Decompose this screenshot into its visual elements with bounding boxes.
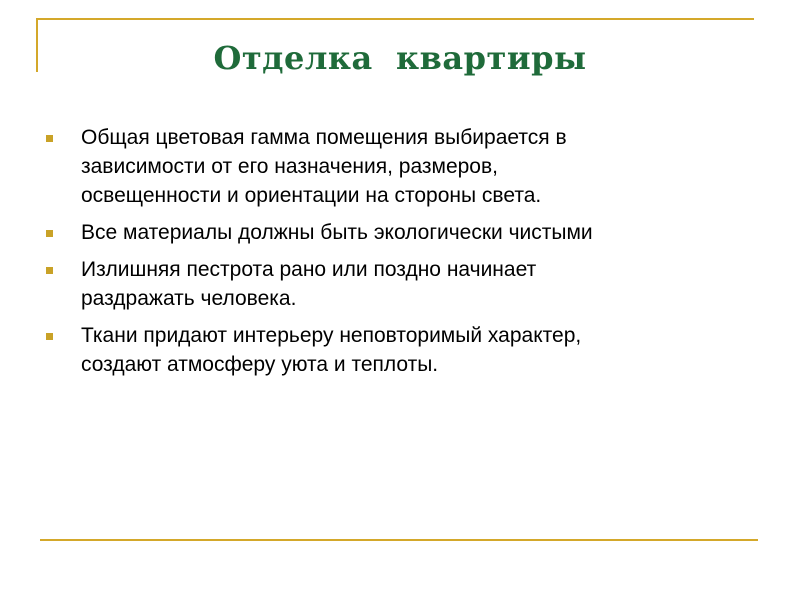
square-bullet-icon xyxy=(46,230,53,237)
bullet-text: Излишняя пестрота рано или поздно начинает раздражать человека. xyxy=(81,258,537,310)
bullet-list xyxy=(46,123,766,387)
bullet-item xyxy=(46,255,766,313)
bullet-item xyxy=(46,321,766,379)
bullet-text: Все материалы должны быть экологически чистыми xyxy=(81,221,593,244)
square-bullet-icon xyxy=(46,135,53,142)
square-bullet-icon xyxy=(46,267,53,274)
bottom-decorative-rule xyxy=(40,539,758,541)
bullet-item xyxy=(46,123,766,210)
bullet-text: Общая цветовая гамма помещения выбирается в зависимости от его назначения, размеров, освещенности и ориентации на стороны света. xyxy=(81,126,567,207)
slide-title: Отделка квартиры xyxy=(213,39,587,77)
top-decorative-rule xyxy=(36,18,754,20)
bullet-text: Ткани придают интерьеру неповторимый характер, создают атмосферу уюта и теплоты. xyxy=(81,324,582,376)
bullet-item xyxy=(46,218,766,247)
square-bullet-icon xyxy=(46,333,53,340)
